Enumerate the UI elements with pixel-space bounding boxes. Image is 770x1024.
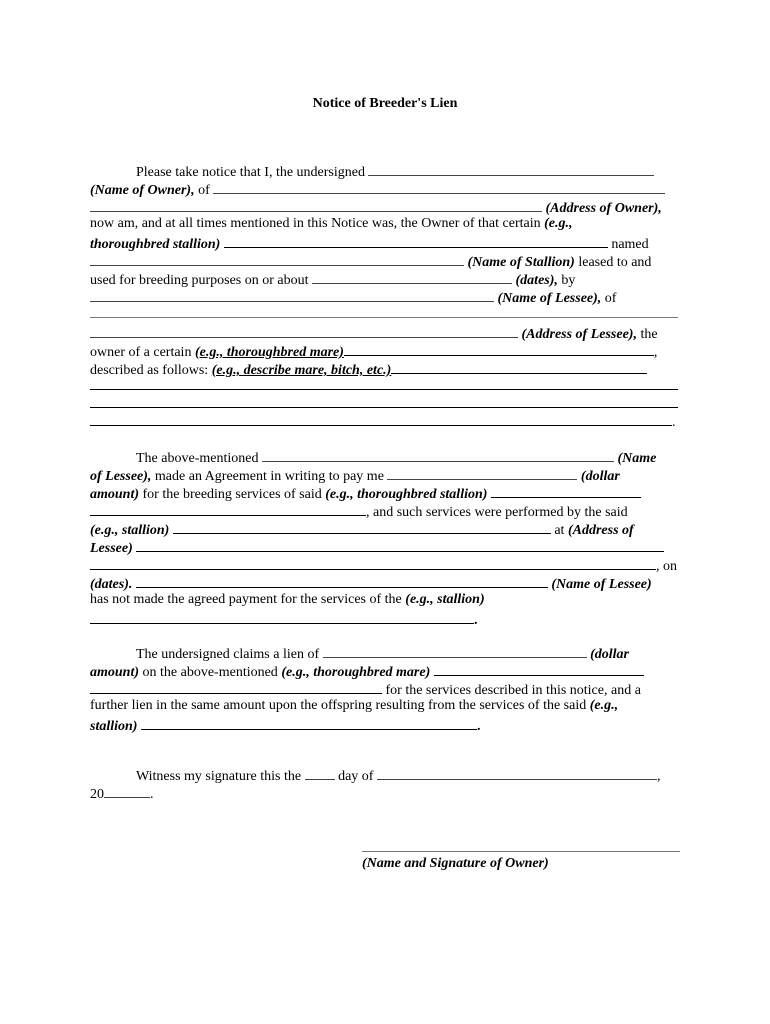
- p1-line-10: (Address of Lessee), the: [90, 323, 658, 341]
- p2-line-4: , and such services were performed by the said: [90, 501, 628, 519]
- p2-stallion-blank[interactable]: [173, 519, 551, 534]
- mare-description-blank-3[interactable]: [90, 407, 678, 408]
- p3-line-5: stallion) .: [90, 715, 480, 733]
- lessee-address-blank-1[interactable]: [90, 317, 678, 318]
- p1-line-6: (Name of Stallion) leased to and: [90, 251, 651, 269]
- p4-line-1: Witness my signature this the day of ,: [136, 765, 660, 783]
- p2-line-8: (dates). (Name of Lessee): [90, 573, 652, 591]
- p1-line-8: (Name of Lessee), of: [90, 287, 616, 305]
- p1-line-15: .: [90, 411, 676, 429]
- p3-line-1: The undersigned claims a lien of (dollar: [136, 643, 629, 661]
- owner-name-blank[interactable]: [368, 161, 654, 176]
- p3-line-4: further lien in the same amount upon the offspring resulting from the services of the said (e.g.,: [90, 698, 619, 713]
- p1-line-11: owner of a certain (e.g., thoroughbred mare) ,: [90, 341, 657, 359]
- p2-line-2: of Lessee), made an Agreement in writing to pay me (dollar: [90, 465, 620, 483]
- p1-line-2: (Name of Owner), of: [90, 179, 665, 197]
- lien-amount-blank[interactable]: [323, 643, 587, 658]
- p1-line-7: used for breeding purposes on or about (dates), by: [90, 269, 575, 287]
- p2-lessee-blank[interactable]: [136, 573, 548, 588]
- services-address-blank-2[interactable]: [90, 555, 656, 570]
- p3-mare-blank-1[interactable]: [434, 661, 644, 676]
- p4-line-2: 20 .: [90, 783, 154, 801]
- p1-line-1: Please take notice that I, the undersigned: [136, 161, 654, 179]
- p2-line-9: has not made the agreed payment for the services of the (e.g., stallion): [90, 592, 485, 607]
- mare-description-blank-2[interactable]: [90, 389, 678, 390]
- mare-description-blank-4[interactable]: [90, 411, 672, 426]
- p2-line-3: amount) for the breeding services of said (e.g., thoroughbred stallion): [90, 483, 641, 501]
- p3-mare-blank-2[interactable]: [90, 679, 382, 694]
- owner-address-blank-1[interactable]: [213, 179, 665, 194]
- stallion-name-blank[interactable]: [90, 251, 464, 266]
- p1-line-5: thoroughbred stallion) named: [90, 233, 649, 251]
- p2-stallion-type-blank-1[interactable]: [491, 483, 641, 498]
- p2-line-1: The above-mentioned (Name: [136, 447, 656, 465]
- day-blank[interactable]: [305, 765, 335, 780]
- p3-line-3: for the services described in this notice, and a: [90, 679, 641, 697]
- p2-line-5: (e.g., stallion) at (Address of: [90, 519, 634, 537]
- p2-lessee-name-blank[interactable]: [262, 447, 614, 462]
- signature-label: (Name and Signature of Owner): [362, 856, 549, 871]
- p1-line-4: now am, and at all times mentioned in this Notice was, the Owner of that certain (e.g.,: [90, 216, 573, 231]
- year-blank[interactable]: [104, 783, 150, 798]
- p2-line-10: .: [90, 609, 478, 627]
- p1-line-3: (Address of Owner),: [90, 197, 662, 215]
- p2-line-6: Lessee): [90, 537, 664, 555]
- document-title: Notice of Breeder's Lien: [312, 96, 458, 111]
- agreed-amount-blank[interactable]: [387, 465, 577, 480]
- p3-line-2: amount) on the above-mentioned (e.g., thoroughbred mare): [90, 661, 644, 679]
- stallion-type-blank[interactable]: [224, 233, 608, 248]
- mare-description-blank-1[interactable]: [391, 359, 647, 374]
- p2-stallion-type-blank-2[interactable]: [90, 501, 366, 516]
- lessee-address-blank-2[interactable]: [90, 323, 518, 338]
- month-blank[interactable]: [377, 765, 657, 780]
- services-address-blank-1[interactable]: [136, 537, 664, 552]
- dates-blank[interactable]: [312, 269, 512, 284]
- p3-stallion-blank[interactable]: [141, 715, 477, 730]
- mare-type-blank[interactable]: [344, 341, 654, 356]
- p2-stallion-name-blank[interactable]: [90, 609, 474, 624]
- p1-line-12: described as follows: (e.g., describe mare, bitch, etc.): [90, 359, 647, 377]
- signature-line[interactable]: [362, 851, 680, 852]
- lessee-name-blank[interactable]: [90, 287, 494, 302]
- owner-address-blank-2[interactable]: [90, 197, 542, 212]
- p2-line-7: , on: [90, 555, 677, 573]
